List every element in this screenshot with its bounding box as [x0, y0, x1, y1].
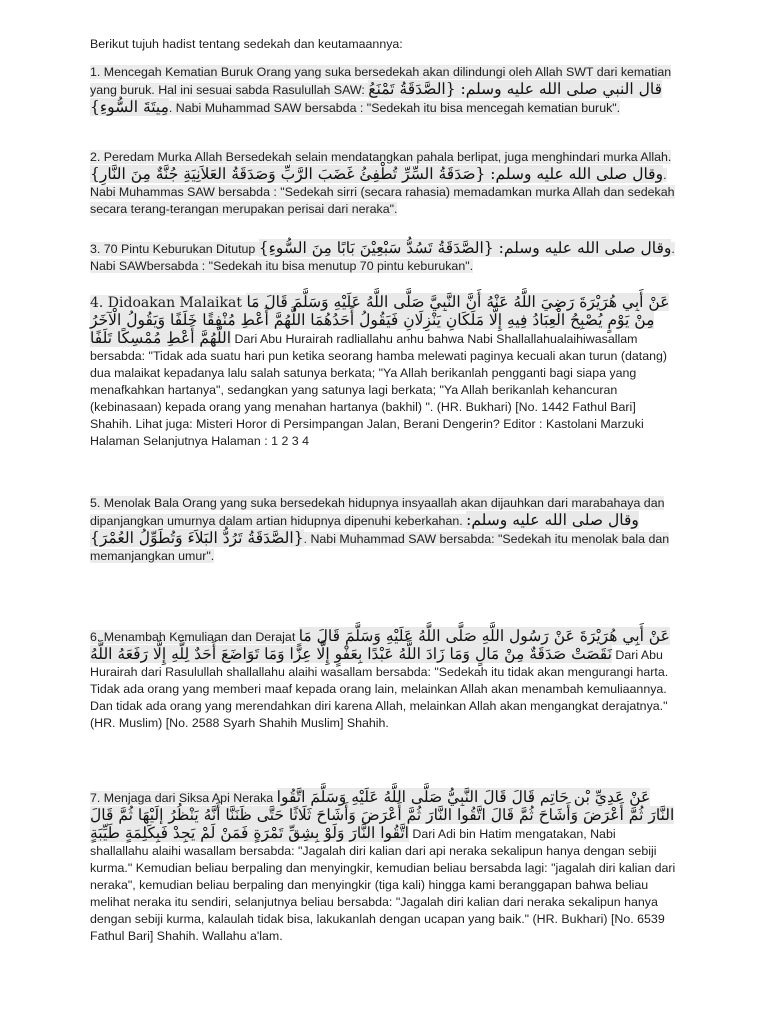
- hadith-2-text: 2. Peredam Murka Allah Bersedekah selain mendatangkan pahala berlipat, juga menghindari murka Allah.: [90, 150, 672, 164]
- hadith-5-text: 5. Menolak Bala Orang yang suka bersedekah hidupnya insyaallah akan dijauhkan dari marabahaya dan dipanjangkan umurnya dalam artian hidupnya dipenuhi keberkahan.: [90, 496, 665, 528]
- hadith-item-4: [90, 294, 676, 450]
- hadith-1-text: 1. Mencegah Kematian Buruk Orang yang suka bersedekah akan dilindungi oleh Allah SWT dari kematian yang buruk. Hal ini sesuai sabda Rasulullah SAW:: [90, 65, 672, 97]
- hadith-1-arabic: قال النبي صلى الله عليه وسلم: {الصَّدَقَةُ تَمْنَعُ مِيتَةَ السُّوءِ}: [90, 80, 663, 116]
- hadith-item-6: [90, 628, 676, 732]
- hadith-item-1: [90, 64, 676, 117]
- hadith-7-text: 7. Menjaga dari Siksa Api Neraka: [90, 791, 277, 805]
- hadith-3-arabic: وقال صلى الله عليه وسلم: {الصَّدَقَةُ تَسُدُّ سَبْعِيْنَ بَابًا مِنَ السُّوءِ}: [258, 239, 672, 257]
- hadith-item-7: [90, 789, 676, 945]
- hadith-6-translation: Dari Abu Hurairah dari Rasulullah shallallahu alaihi wasallam bersabda: "Sedekah itu tidak akan mengurangi harta. Tidak ada orang yang memberi maaf kepada orang lain, melainkan Allah akan menambah kemuliaannya. Dan tidak ada orang yang merendahkan diri karena Allah, melainkan Allah akan mengangkat derajatnya." (HR. Muslim) [No. 2588 Syarh Shahih Muslim] Shahih.: [90, 648, 669, 730]
- intro-text: Berikut tujuh hadist tentang sedekah dan keutamaannya:: [90, 37, 403, 51]
- hadith-4-arabic: عَنْ أَبِي هُرَيْرَةَ رَضِيَ اللَّهُ عَنْهُ أَنَّ النَّبِيَّ صَلَّى اللَّهُ عَلَيْهِ وَسَلَّمَ قَالَ مَا مِنْ يَوْمٍ يُصْبِحُ الْعِبَادُ فِيهِ إِلَّا مَلَكَانِ يَنْزِلَانِ فَيَقُولُ أَحَدُهُمَا اللَّهُمَّ أَعْطِ مُنْفِقًا خَلَفًا وَيَقُولُ الْآخَرُ اللَّهُمَّ أَعْطِ مُمْسِكًا تَلَفًا: [90, 293, 670, 347]
- hadith-1-translation: . Nabi Muhammad SAW bersabda : "Sedekah itu bisa mencegah kematian buruk".: [168, 101, 621, 115]
- hadith-7-arabic: عَنْ عَدِيِّ بْنِ حَاتِمٍ قَالَ قَالَ النَّبِيُّ صَلَّى اللَّهُ عَلَيْهِ وَسَلَّمَ اتَّقُوا النَّارَ ثُمَّ أَعْرَضَ وَأَشَاحَ ثُمَّ قَالَ اتَّقُوا النَّارَ ثُمَّ أَعْرَضَ وَأَشَاحَ ثَلَاثًا حَتَّى ظَنَنَّا أَنَّهُ يَنْظُرُ إِلَيْهَا ثُمَّ قَالَ اتَّقُوا النَّارَ وَلَوْ بِشِقِّ تَمْرَةٍ فَمَنْ لَمْ يَجِدْ فَبِكَلِمَةٍ طَيِّبَةٍ: [90, 788, 675, 842]
- hadith-6-arabic: عَنْ أَبِي هُرَيْرَةَ عَنْ رَسُولِ اللَّهِ صَلَّى اللَّهُ عَلَيْهِ وَسَلَّمَ قَالَ مَا نَقَصَتْ صَدَقَةٌ مِنْ مَالٍ وَمَا زَادَ اللَّهُ عَبْدًا بِعَفْوٍ إِلَّا عِزًّا وَمَا تَوَاضَعَ أَحَدٌ لِلَّهِ إِلَّا رَفَعَهُ اللَّهُ: [90, 627, 670, 663]
- hadith-3-text: 3. 70 Pintu Keburukan Ditutup: [90, 242, 259, 256]
- hadith-2-translation: . Nabi Muhammas SAW bersabda : "Sedekah sirri (secara rahasia) memadamkan murka Allah dan sedekah secara terang-terangan merupakan perisai dari neraka".: [90, 168, 675, 216]
- hadith-item-3: [90, 240, 676, 275]
- hadith-2-arabic: وقال صلى الله عليه وسلم: {صَدَقَةُ السِّرِّ تُطْفِئُ غَضَبَ الرَّبِّ وَصَدَقَةُ العَلاَنِيَةِ جُنَّةٌ مِنَ النَّارِ}: [90, 165, 664, 183]
- hadith-3-translation: . Nabi SAWbersabda : "Sedekah itu bisa menutup 70 pintu keburukan".: [90, 242, 675, 273]
- hadith-7-translation: Dari Adi bin Hatim mengatakan, Nabi shallallahu alaihi wasallam bersabda: "Jagalah diri kalian dari api neraka sekalipun hanya dengan sebiji kurma." Kemudian beliau berpaling dan menyingkir, kemudian beliau bersabda lagi: "jagalah diri kalian dari neraka", kemudian beliau berpaling dan menyingkir (tiga kali) hingga kami beranggapan bahwa beliau melihat neraka itu sendiri, selanjutnya beliau bersabda: "Jagalah diri kalian dari neraka sekalipun hanya dengan sebiji kurma, kalaulah tidak bisa, lakukanlah dengan ucapan yang baik." (HR. Bukhari) [No. 6539 Fathul Bari] Shahih. Wallahu a'lam.: [90, 827, 676, 943]
- hadith-5-translation: . Nabi Muhammad SAW bersabda: "Sedekah itu menolak bala dan memanjangkan umur".: [90, 532, 670, 563]
- hadith-item-2: [90, 149, 676, 218]
- hadith-6-text: 6. Menambah Kemuliaan dan Derajat: [90, 630, 299, 644]
- hadith-item-5: [90, 495, 676, 565]
- hadith-4-title: 4. Didoakan Malaikat: [90, 295, 247, 311]
- hadith-5-arabic: وقال صلى الله عليه وسلم: {الصَّدَقَةُ تَرُدُّ البَلاَءَ وَتُطَوِّلُ العُمْرَ}: [90, 511, 639, 547]
- hadith-4-translation: Dari Abu Hurairah radliallahu anhu bahwa Nabi Shallallahualaihiwasallam bersabda: "Tidak ada suatu hari pun ketika seorang hamba melewati paginya kecuali akan turun (datang) dua malaikat kepadanya lalu salah satunya berkata; "Ya Allah berikanlah pengganti bagi siapa yang menafkahkan hartanya", sedangkan yang satunya lagi berkata; "Ya Allah berikanlah kehancuran (kebinasaan) kepada orang yang menahan hartanya (bakhil) ". (HR. Bukhari) [No. 1442 Fathul Bari] Shahih. Lihat juga: Misteri Horor di Persimpangan Jalan, Berani Dengerin? Editor : Kastolani Marzuki Halaman Selanjutnya Halaman : 1 2 3 4: [90, 332, 668, 448]
